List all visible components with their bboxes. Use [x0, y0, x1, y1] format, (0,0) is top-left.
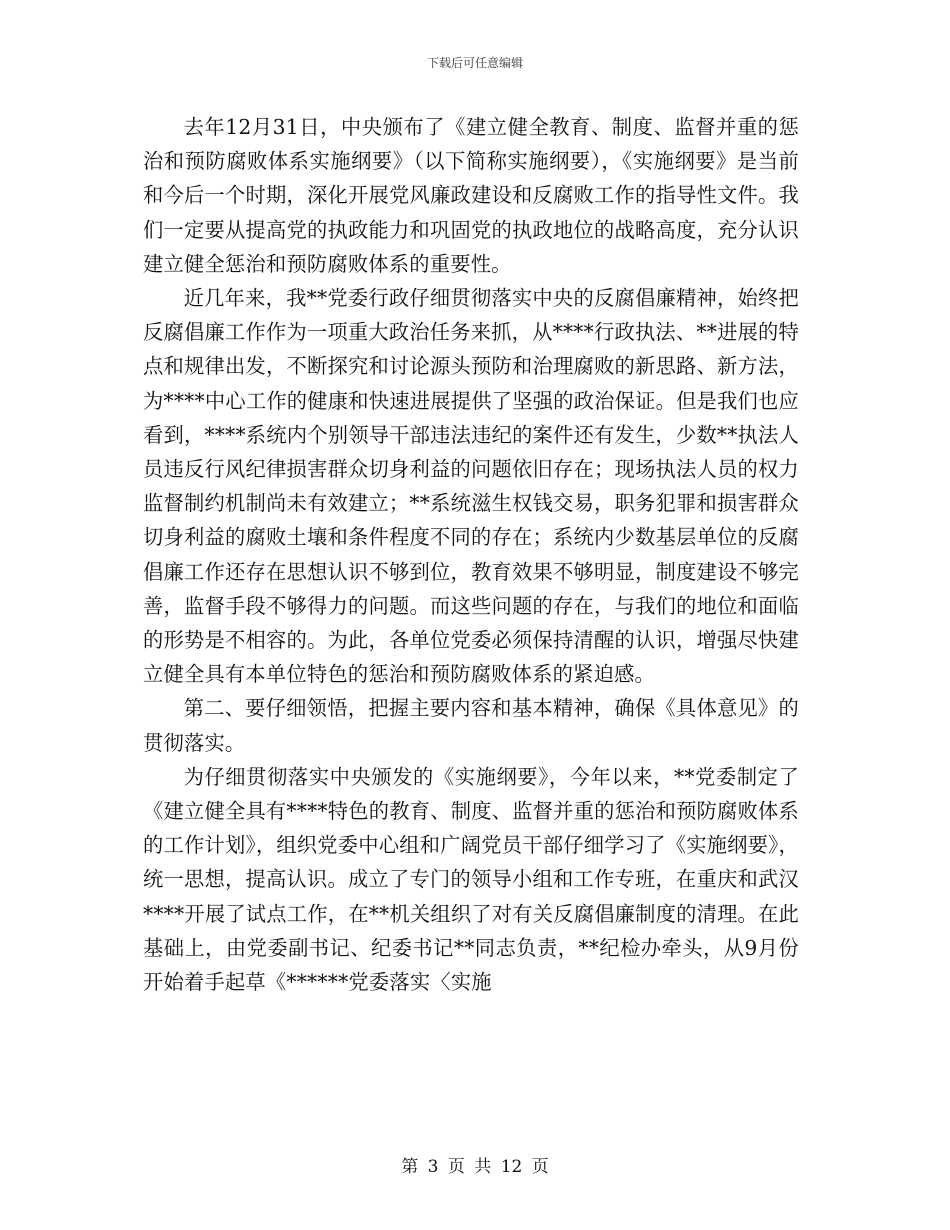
paragraph-1: 去年12月31日，中央颁布了《建立健全教育、制度、监督并重的惩治和预防腐败体系实施纲要》（以下简称实施纲要），《实施纲要》是当前和今后一个时期，深化开展党风廉政建设和反腐败工作的指导性文件。我们一定要从提高党的执政能力和巩固党的执政地位的战略高度，充分认识建立健全惩治和预防腐败体系的重要性。 [143, 115, 799, 276]
paragraph-3: 第二、要仔细领悟，把握主要内容和基本精神，确保《具体意见》的贯彻落实。 [143, 696, 799, 755]
page-header: 下载后可任意编辑 [426, 56, 523, 70]
page-footer: 第 3 页 共 12 页 [401, 1157, 549, 1177]
paragraph-4: 为仔细贯彻落实中央颁发的《实施纲要》，今年以来，**党委制定了《建立健全具有****特色的教育、制度、监督并重的惩治和预防腐败体系的工作计划》，组织党委中心组和广阔党员干部仔细学习了《实施纲要》，统一思想，提高认识。成立了专门的领导小组和工作专班，在重庆和武汉****开展了试点工作，在**机关组织了对有关反腐倡廉制度的清理。在此基础上，由党委副书记、纪委书记**同志负责，**纪检办牵头，从9月份开始着手起草《******党委落实〈实施 [143, 764, 800, 995]
paragraph-2: 近几年来，我**党委行政仔细贯彻落实中央的反腐倡廉精神，始终把反腐倡廉工作作为一项重大政治任务来抓，从****行政执法、**进展的特点和规律出发，不断探究和讨论源头预防和治理腐败的新思路、新方法，为****中心工作的健康和快速进展提供了坚强的政治保证。但是我们也应看到，****系统内个别领导干部违法违纪的案件还有发生，少数**执法人员违反行风纪律损害群众切身利益的问题依旧存在；现场执法人员的权力监督制约机制尚未有效建立；**系统滋生权钱交易，职务犯罪和损害群众切身利益的腐败土壤和条件程度不同的存在；系统内少数基层单位的反腐倡廉工作还存在思想认识不够到位，教育效果不够明显，制度建设不够完善，监督手段不够得力的问题。而这些问题的存在，与我们的地位和面临的形势是不相容的。为此，各单位党委必须保持清醒的认识，增强尽快建立健全具有本单位特色的惩治和预防腐败体系的紧迫感。 [143, 286, 800, 687]
document-body [143, 110, 799, 999]
